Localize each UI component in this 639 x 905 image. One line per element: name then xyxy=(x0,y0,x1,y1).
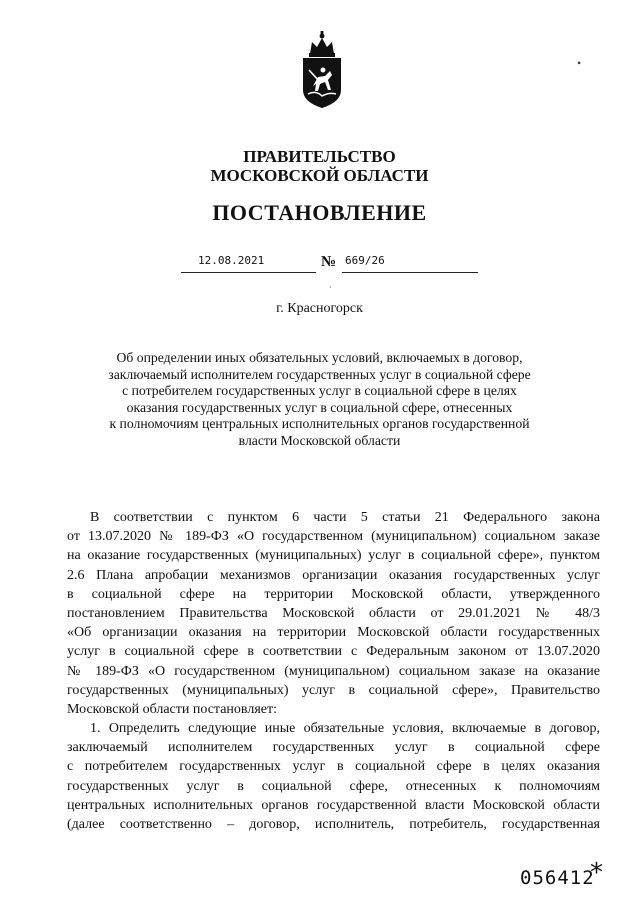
body-line: в социальной сфере на территории Московской области, утвержденного xyxy=(67,586,600,602)
number-sign: № xyxy=(321,254,337,270)
title-line: к полномочиям центральных исполнительных органов государственной xyxy=(109,416,530,431)
body-line: 1. Определить следующие иные обязательные условия, включаемые в договор, xyxy=(90,721,600,737)
city-of-issue: г. Красногорск xyxy=(276,301,363,316)
body-line: центральных исполнительных органов государственной власти Московской области xyxy=(67,797,600,813)
body-line: № 189-ФЗ «О государственном (муниципальном) социальном заказе на оказание xyxy=(67,663,600,679)
body-line: с потребителем государственных услуг в социальной сфере в целях оказания xyxy=(67,759,600,775)
title-line: оказания государственных услуг в социальной сфере, отнесенных xyxy=(126,399,513,415)
document-type-heading: ПОСТАНОВЛЕНИЕ xyxy=(212,200,427,225)
body-line: В соответствии с пунктом 6 части 5 статьи 21 Федерального закона xyxy=(90,510,600,525)
government-name-line2: МОСКОВСКОЙ ОБЛАСТИ xyxy=(210,166,429,185)
asterisk-mark: * xyxy=(590,858,603,888)
body-line: заключаемый исполнителем государственных услуг в социальной сфере xyxy=(67,740,600,756)
scan-mark: · xyxy=(329,283,332,292)
resolution-body xyxy=(67,508,600,834)
title-line: с потребителем государственных услуг в социальной сфере в целях xyxy=(122,383,517,398)
body-line: «Об организации оказания на территории Московской области государственных xyxy=(67,625,600,641)
body-line: на оказание государственных (муниципальных) услуг в социальной сфере», пунктом xyxy=(67,548,600,564)
title-line: власти Московской области xyxy=(238,432,401,448)
body-line: (далее соответственно – договор, исполнитель, потребитель, государственная xyxy=(67,817,600,832)
title-line: заключаемый исполнителем государственных услуг в социальной сфере xyxy=(108,366,531,382)
document-number: 669/26 xyxy=(345,254,385,267)
coat-of-arms-icon xyxy=(296,30,348,110)
government-name-line1: ПРАВИТЕЛЬСТВО xyxy=(243,147,396,166)
resolution-title xyxy=(90,350,549,449)
body-line: государственных (муниципальных) услуг в социальной сфере», Правительство xyxy=(67,682,600,698)
margin-mark: • xyxy=(577,56,582,70)
body-line: услуг в социальной сфере в соответствии с Федеральным законом от 13.07.2020 xyxy=(67,644,600,660)
body-line: 2.6 Плана апробации механизмов организации оказания государственных услуг xyxy=(67,567,600,583)
document-date: 12.08.2021 xyxy=(198,254,265,267)
title-line: Об определении иных обязательных условий, включаемых в договор, xyxy=(116,350,523,365)
body-line: постановлением Правительства Московской области от 29.01.2021 № 48/3 xyxy=(67,605,600,621)
body-line: от 13.07.2020 № 189-ФЗ «О государственном (муниципальном) социальном заказе xyxy=(67,529,600,545)
serial-number: 056412 xyxy=(520,867,595,889)
body-line: Московской области постановляет: xyxy=(67,701,277,717)
body-line: государственных услуг в социальной сфере, отнесенных к полномочиям xyxy=(67,778,600,794)
